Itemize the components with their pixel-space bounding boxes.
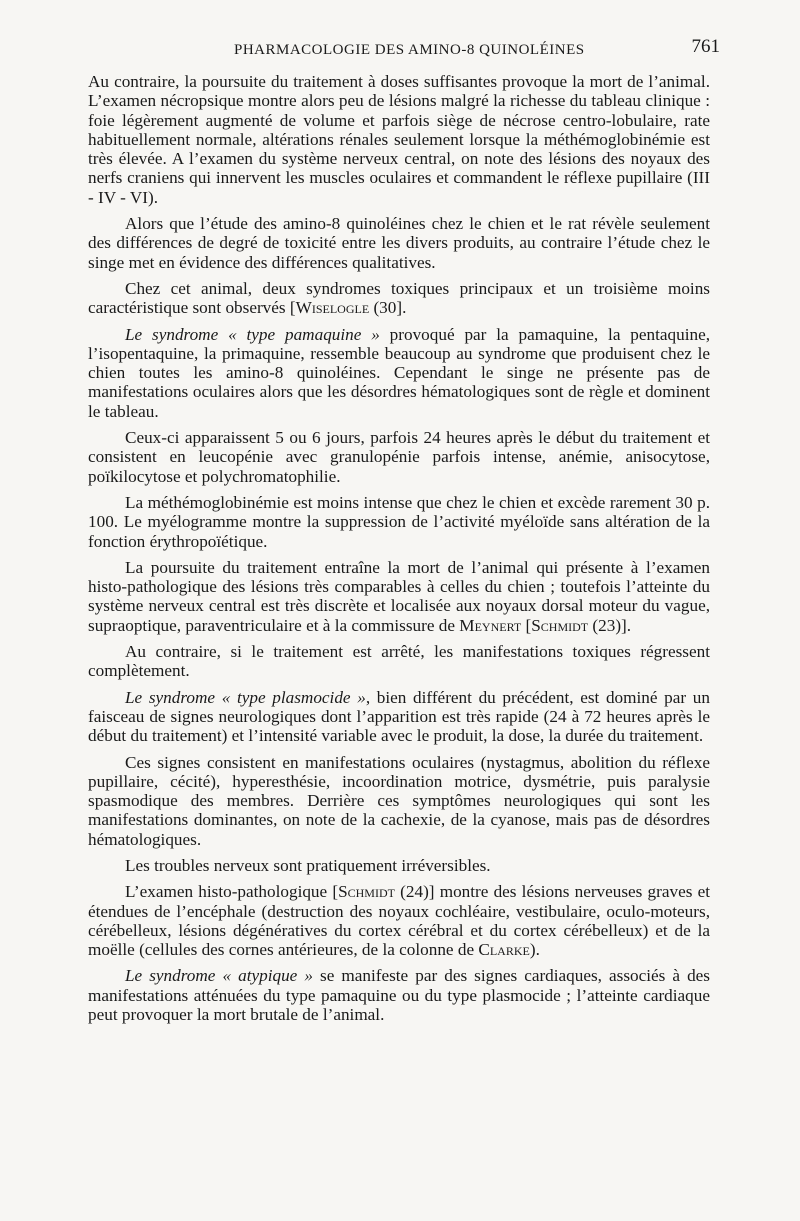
author-citation: Wiselogle <box>295 298 370 318</box>
text: La poursuite du traitement entraîne la mort de l’animal qui présente à l’examen histo-pathologique des lésions très comparables à celles du chien ; toutefois l’atteinte du système nerveux central est très discrète et localisée aux noyaux dorsal moteur du vague, supraoptique, paraventriculaire et à la commissure de <box>88 557 710 635</box>
paragraph-9 <box>88 688 710 746</box>
text: (24)] montre des lésions nerveuses graves et étendues de l’encéphale (destruction des noyaux cochléaire, vestibulaire, oculo-moteurs, cérébelleux, lésions dégénératives du cortex cérébral et du cortex cérébelleux) et de la moëlle (cellules des cornes antérieures, de la colonne de <box>88 882 710 960</box>
paragraph-4 <box>88 325 710 421</box>
paragraph-7 <box>88 558 710 635</box>
text: provoqué par la pamaquine, la pentaquine, l’isopentaquine, la primaquine, ressemble beaucoup au syndrome que produisent chez le chien toutes les amino-8 quinoléines. Cependant le singe ne présente pas de manifestations oculaires alors que les désordres hématologiques sont de règle et dominent le tableau. <box>88 324 710 421</box>
paragraph-13 <box>88 966 710 1024</box>
paragraph-10: Ces signes consistent en manifestations oculaires (nystagmus, abolition du réflexe pupillaire, cécité), hyperesthésie, incoordination motrice, dysmétrie, puis paralysie spasmodique des membres. Derrière ces symptômes neurologiques qui sont les manifestations dominantes, on note de la cachexie, de la cyanose, mais pas de désordres hématologiques. <box>88 752 710 849</box>
text: Chez cet animal, deux syndromes toxiques principaux et un troisième moins caractéristique sont observés [ <box>88 278 710 318</box>
paragraph-3 <box>88 279 710 318</box>
syndrome-heading: Le syndrome « type plasmocide » <box>125 687 366 707</box>
author-citation: Schmidt <box>531 615 589 635</box>
paragraph-5: Ceux-ci apparaissent 5 ou 6 jours, parfois 24 heures après le début du traitement et consistent en leucopénie avec granulopénie parfois intense, anémie, anisocytose, poïkilocytose et polychromatophilie. <box>88 428 710 486</box>
author-citation: Clarke <box>478 940 530 960</box>
paragraph-6: La méthémoglobinémie est moins intense que chez le chien et excède rarement 30 p. 100. Le myélogramme montre la suppression de l’activité myéloïde sans altération de la fonction érythropoïétique. <box>88 492 710 551</box>
paragraph-12 <box>88 882 710 959</box>
text: L’examen histo-pathologique [ <box>125 882 339 902</box>
text: ). <box>529 940 540 960</box>
paragraph-1: Au contraire, la poursuite du traitement à doses suffisantes provoque la mort de l’animal. L’examen nécropsique montre alors peu de lésions malgré la richesse du tableau clinique : foie légèrement augmenté de volume et parfois siège de nécrose centro-lobulaire, rate habituellement normale, altérations rénales seulement lorsque la méthémoglobinémie est très élevée. A l’examen du système nerveux central, on note des lésions des noyaux des nerfs craniens qui innervent les muscles oculaires et commandent le réflexe pupillaire (III - IV - VI). <box>88 72 710 207</box>
author-citation: Schmidt <box>338 882 395 902</box>
running-title: PHARMACOLOGIE DES AMINO-8 QUINOLÉINES <box>234 42 585 58</box>
page-header <box>88 36 720 64</box>
paragraph-11: Les troubles nerveux sont pratiquement irréversibles. <box>125 855 491 875</box>
text: , bien différent du précédent, est dominé par un faisceau de signes neurologiques dont l’apparition est très rapide (24 à 72 heures après le début du traitement) et l’intensité variable avec le produit, la dose, la durée du traitement. <box>88 687 710 746</box>
text: (23)]. <box>588 615 632 635</box>
page-number: 761 <box>691 36 720 57</box>
syndrome-heading: Le syndrome « type pamaquine » <box>125 324 380 344</box>
paragraph-2: Alors que l’étude des amino-8 quinoléines chez le chien et le rat révèle seulement des différences de degré de toxicité entre les divers produits, au contraire l’étude chez le singe met en évidence des différences qualitatives. <box>88 214 710 272</box>
syndrome-heading: Le syndrome « atypique » <box>125 966 313 986</box>
document-page <box>88 36 720 1031</box>
author-citation: Meynert <box>459 615 522 635</box>
text: [ <box>521 615 532 635</box>
text: (30]. <box>369 298 407 318</box>
text: se manifeste par des signes cardiaques, associés à des manifestations atténuées du type pamaquine ou du type plasmocide ; l’atteinte cardiaque peut provoquer la mort brutale de l’animal. <box>88 966 710 1025</box>
paragraph-8: Au contraire, si le traitement est arrêté, les manifestations toxiques régressent complètement. <box>88 642 710 681</box>
